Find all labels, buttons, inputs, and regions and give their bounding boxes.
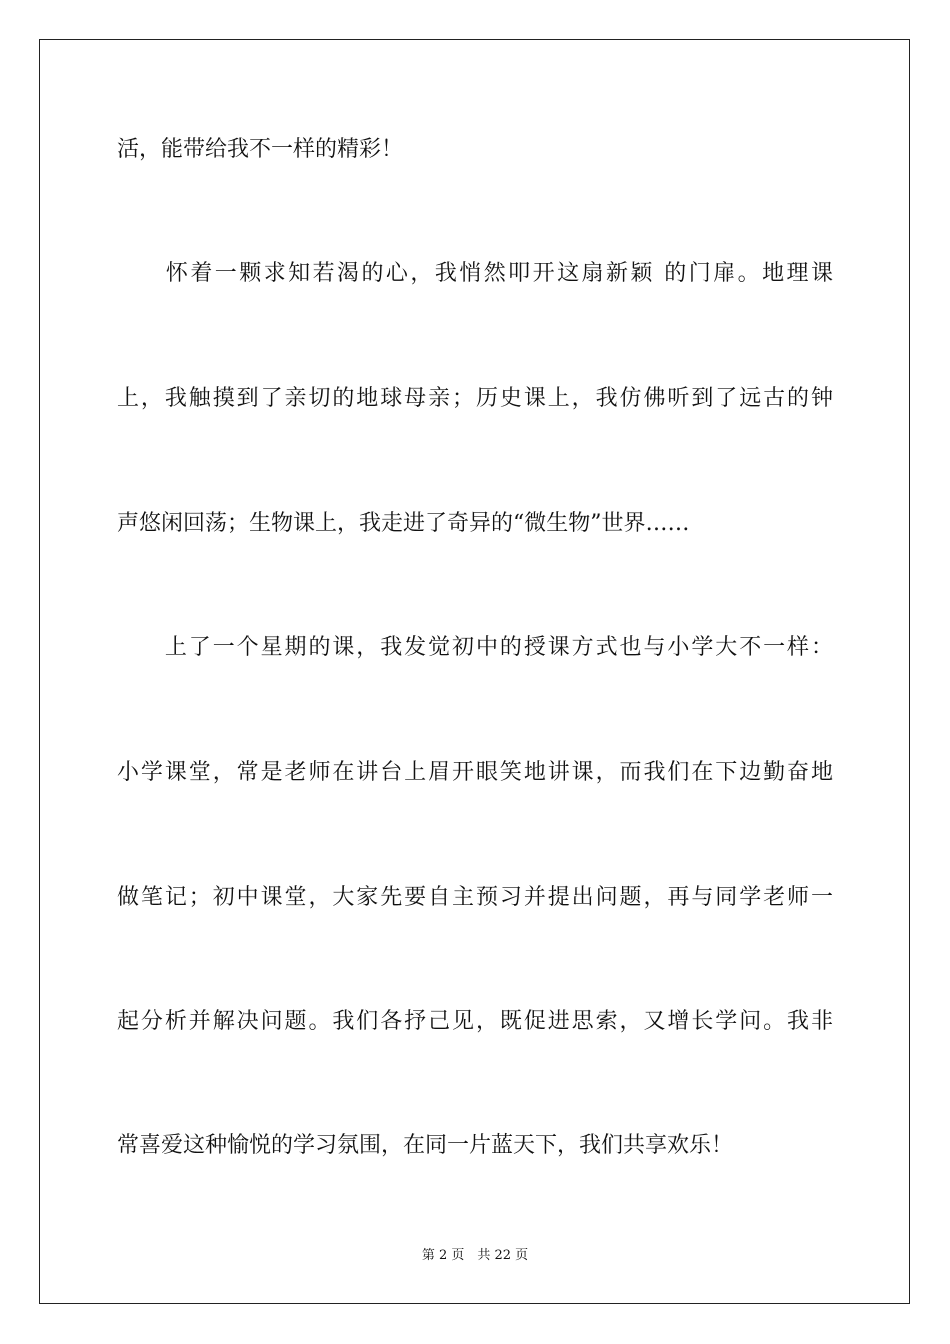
text-line: 怀着一颗求知若渴的心，我悄然叩开这扇新颖 的门扉。地理课: [117, 261, 833, 286]
text-line: 常喜爱这种愉悦的学习氛围，在同一片蓝天下，我们共享欢乐！: [117, 1133, 734, 1158]
text-line: 做笔记；初中课堂，大家先要自主预习并提出问题，再与同学老师一: [117, 885, 833, 910]
text-line: 上，我触摸到了亲切的地球母亲；历史课上，我仿佛听到了远古的钟: [117, 386, 833, 411]
text-line: 活，能带给我不一样的精彩！: [117, 137, 404, 162]
text-line: 上了一个星期的课，我发觉初中的授课方式也与小学大不一样：: [117, 635, 833, 660]
text-line: 小学课堂，常是老师在讲台上眉开眼笑地讲课，而我们在下边勤奋地: [117, 760, 833, 785]
page-border: [39, 39, 910, 1304]
text-line: 起分析并解决问题。我们各抒己见，既促进思索，又增长学问。我非: [117, 1009, 833, 1034]
text-line: 声悠闲回荡；生物课上，我走进了奇异的“微生物”世界……: [117, 511, 690, 536]
page-number-footer: 第 2 页 共 22 页: [421, 1248, 529, 1263]
